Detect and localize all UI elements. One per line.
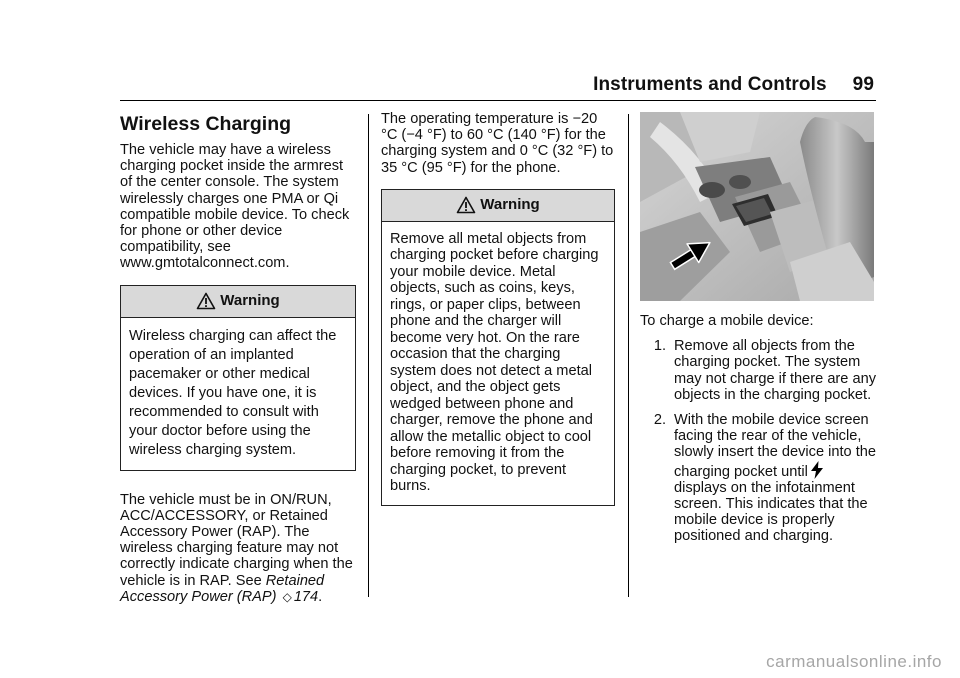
warning-text: Wireless charging can affect the operation of an implanted pacemaker or other medical devices. If you have one, it is recommended to consult with your doctor before using the wireless charging system.	[129, 327, 337, 458]
power-mode-text: The vehicle must be in ON/RUN, ACC/ACCESSORY, or Retained Accessory Power (RAP). The wireless charging feature may not correctly indicate charging when the vehicle is in RAP. See	[120, 491, 353, 589]
intro-paragraph: The vehicle may have a wireless charging pocket inside the armrest of the center console. The system wirelessly charges one PMA or Qi compatible mobile device. To check for phone or other device compatibility, see www.gmtotalconnect.com.	[120, 142, 350, 272]
list-item	[640, 412, 876, 545]
warning-icon	[196, 292, 216, 310]
warning-icon	[456, 196, 476, 214]
warning-title: Warning	[220, 292, 280, 310]
step-text: With the mobile device screen facing the rear of the vehicle, slowly insert the device into the charging pocket until	[674, 412, 876, 480]
page-number: 99	[852, 74, 874, 95]
temperature-paragraph: The operating temperature is −20 °C (−4 °F) to 60 °C (140 °F) for the charging system and 0 °C (32 °F) to 35 °C (95 °F) for the phone.	[381, 111, 614, 176]
power-mode-paragraph	[120, 492, 356, 605]
step-number: 1.	[653, 338, 666, 355]
column-divider	[368, 114, 369, 597]
warning-header	[382, 190, 614, 222]
lightning-bolt-icon	[810, 461, 824, 479]
warning-header	[121, 286, 355, 318]
list-item	[640, 338, 876, 403]
steps-intro: To charge a mobile device:	[640, 313, 814, 329]
column-middle	[381, 111, 615, 506]
warning-box	[120, 285, 356, 471]
cross-reference-link[interactable]: Retained Accessory Power (RAP)	[120, 572, 325, 605]
page-reference-icon: ◇	[282, 589, 292, 604]
column-right	[640, 111, 876, 554]
column-left	[120, 111, 356, 605]
charging-steps	[640, 338, 876, 544]
warning-box	[381, 189, 615, 506]
sentence-end: .	[318, 588, 323, 605]
step-text-continued: displays on the infotainment screen. This indicates that the mobile device is properly positioned and charging.	[674, 479, 868, 545]
watermark: carmanualsonline.info	[766, 652, 942, 671]
running-head	[593, 74, 874, 96]
section-title: Instruments and Controls	[593, 74, 827, 95]
step-text: Remove all objects from the charging pocket. The system may not charge if there are any objects in the charging pocket.	[674, 338, 876, 403]
step-number: 2.	[653, 412, 666, 429]
charging-pocket-photo	[640, 112, 874, 301]
warning-text: Remove all metal objects from charging pocket before charging your mobile device. Metal objects, such as coins, keys, rings, or paper clips, between phone and the charger will become very hot. On the rare occasion that the charging system does not detect a metal object, and the object gets wedged between phone and charger, remove the phone and allow the metallic object to cool before removing it from the charging pocket, to prevent burns.	[390, 230, 599, 495]
section-heading: Wireless Charging	[120, 113, 292, 135]
warning-title: Warning	[480, 196, 540, 214]
column-divider	[628, 114, 629, 597]
cross-reference-page[interactable]: 174	[293, 588, 319, 605]
header-rule	[120, 100, 876, 101]
